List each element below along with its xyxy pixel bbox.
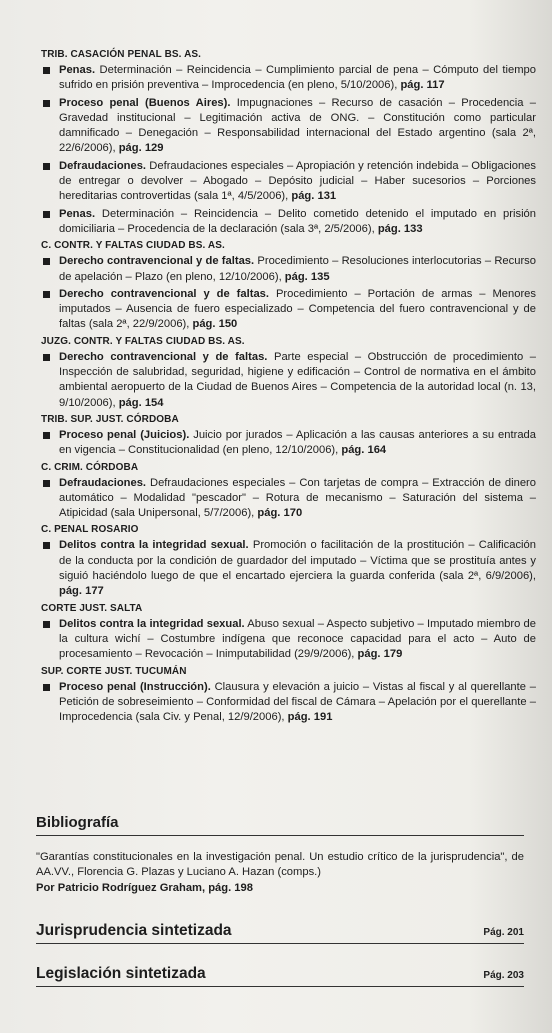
page-ref: pág. 133 (377, 222, 423, 235)
court-heading: C. PENAL ROSARIO (41, 524, 139, 536)
square-bullet-icon (43, 542, 50, 549)
entry-summary: Parte especial – Obstrucción de procedimiento – Inspección de salubridad, seguridad, higiene y edificación – Control de normativa en el ámbito ambiental aeropuerto de la Ciudad de Buenos Aires – Competencia de la autoridad local (n. 13, 9/10/2006), (59, 350, 536, 409)
legislacion-title: Legislación sintetizada (36, 965, 206, 982)
court-heading: CORTE JUST. SALTA (41, 602, 143, 614)
court-heading: TRIB. SUP. JUST. CÓRDOBA (41, 413, 179, 425)
court-heading: TRIB. CASACIÓN PENAL BS. AS. (41, 49, 202, 60)
court-heading: C. CONTR. Y FALTAS CIUDAD BS. AS. (41, 240, 225, 252)
square-bullet-icon (43, 480, 50, 487)
bibliografia-author (36, 881, 524, 896)
entry-topic: Derecho contravencional y de faltas. (59, 287, 270, 300)
square-bullet-icon (43, 621, 50, 628)
index-entry (32, 287, 536, 333)
page-ref: pág. 170 (257, 507, 303, 520)
page-ref: pág. 179 (357, 648, 403, 661)
page-ref: pág. 164 (341, 444, 387, 457)
square-bullet-icon (43, 291, 50, 298)
entry-summary: Determinación – Reincidencia – Cumplimiento parcial de pena – Cómputo del tiempo sufrido en prisión preventiva – Improcedencia (en pleno, 5/10/2006), (59, 64, 536, 92)
index-entry (32, 428, 536, 459)
entry-topic: Derecho contravencional y de faltas. (59, 350, 268, 363)
entry-summary: Abuso sexual – Aspecto subjetivo – Imputado miembro de la cultura wichí – Costumbre indígena que reconoce capacidad para el acto – Auto de procesamiento – Revocación – Inimputabilidad (29/9/2006), (59, 617, 536, 661)
index-entry (32, 63, 536, 94)
square-bullet-icon (43, 258, 50, 265)
legislacion-section (36, 965, 524, 987)
square-bullet-icon (43, 684, 50, 691)
page-ref: pág. 117 (400, 79, 445, 92)
square-bullet-icon (43, 354, 50, 361)
square-bullet-icon (43, 211, 50, 218)
bibliografia-title: Bibliografía (36, 814, 119, 831)
page-ref: pág. 198 (208, 882, 253, 894)
index-entry (32, 538, 536, 599)
entry-topic: Proceso penal (Instrucción). (59, 680, 211, 693)
entry-topic: Derecho contravencional y de faltas. (59, 255, 255, 268)
square-bullet-icon (43, 163, 50, 170)
index-entry (32, 680, 536, 726)
entry-summary: Promoción o facilitación de la prostitución – Calificación de la conducta por la condición de guardador del imputado – Víctima que se prostituía antes y siguió haciéndolo luego de que el encartado ejerciera la guarda conferida (sala 2ª, 6/9/2006), (59, 539, 536, 583)
entry-summary: Procedimiento – Resoluciones interlocutorias – Recurso de apelación – Plazo (en pleno, 12/10/2006), (59, 255, 536, 283)
index-entry (32, 159, 536, 205)
index-entry (32, 617, 536, 663)
entry-summary: Impugnaciones – Recurso de casación – Procedencia – Gravedad institucional – Legitimación activa de ONG. – Constitución como particular damnificado – Denegación – Responsabilidad internacional del Estado argentino (sala 2ª, 22/6/2006), (59, 96, 537, 155)
entry-summary: Determinación – Reincidencia – Delito cometido detenido el imputado en prisión domiciliaria – Procedencia de la declaración (sala 3ª, 2/5/2006), (59, 207, 536, 235)
court-heading: C. CRIM. CÓRDOBA (41, 461, 139, 473)
entry-summary: Juicio por jurados – Aplicación a las causas anteriores a su entrada en vigencia – Constitucionalidad (en pleno, 12/10/2006), (59, 428, 537, 457)
page-ref: pág. 150 (192, 318, 238, 331)
entry-topic: Delitos contra la integridad sexual. (59, 539, 249, 552)
section-divider (36, 943, 524, 944)
page-ref: pág. 154 (118, 396, 164, 409)
page-ref: pág. 177 (59, 585, 104, 598)
page-ref: pág. 135 (284, 270, 330, 283)
jurisprudencia-title: Jurisprudencia sintetizada (36, 922, 232, 939)
entry-summary: Defraudaciones especiales – Apropiación y retención indebida – Obligaciones de entregar o devolver – Abogado – Depósito judicial – Haber sucesorios – Porciones hereditarias controvertidas (sala 1ª, 4/5/2006), (59, 159, 536, 203)
bibliografia-section (36, 814, 524, 836)
jurisprudencia-page: Pág. 201 (483, 927, 524, 938)
entry-topic: Defraudaciones. (59, 476, 147, 489)
index-entry (32, 350, 536, 411)
page-ref: pág. 129 (118, 142, 164, 155)
square-bullet-icon (43, 432, 50, 439)
entry-topic: Proceso penal (Buenos Aires). (59, 96, 231, 109)
entry-topic: Penas. (59, 207, 96, 220)
square-bullet-icon (43, 100, 50, 107)
author-name: Por Patricio Rodríguez Graham, (36, 882, 209, 894)
section-divider (36, 986, 524, 987)
entry-topic: Defraudaciones. (59, 159, 147, 172)
square-bullet-icon (43, 67, 50, 74)
entry-summary: Clausura y elevación a juicio – Vistas al fiscal y al querellante – Petición de sobreseimiento – Conformidad del fiscal de Cámara – Apelación por el querellante – Improcedencia (sala Civ. y Penal, 12/9/2006), (59, 680, 536, 724)
entry-summary: Defraudaciones especiales – Con tarjetas de compra – Extracción de dinero automático – Modalidad "pescador" – Rotura de mecanismo – Saturación del sistema – Atipicidad (sala Unipersonal, 5/7/2006), (59, 476, 536, 520)
page-ref: pág. 191 (287, 711, 333, 724)
index-entry (32, 96, 536, 157)
index-entry (32, 254, 536, 285)
entry-topic: Proceso penal (Juicios). (59, 428, 190, 441)
page-ref: pág. 131 (291, 190, 337, 203)
section-divider (36, 835, 524, 836)
court-heading: JUZG. CONTR. Y FALTAS CIUDAD BS. AS. (41, 335, 245, 347)
jurisprudence-index (32, 48, 536, 727)
entry-topic: Penas. (59, 64, 96, 76)
index-entry (32, 207, 536, 238)
legislacion-page: Pág. 203 (483, 970, 524, 981)
entry-topic: Delitos contra la integridad sexual. (59, 617, 245, 630)
court-heading: SUP. CORTE JUST. TUCUMÁN (41, 665, 187, 677)
jurisprudencia-section (36, 922, 524, 944)
bibliografia-text: "Garantías constitucionales en la investigación penal. Un estudio crítico de la jurisprudencia", de AA.VV., Florencia G. Plazas y Luciano A. Hazan (comps.) (36, 851, 524, 878)
index-entry (32, 476, 536, 522)
entry-summary: Procedimiento – Portación de armas – Menores imputados – Ausencia de fuero especializado – Competencia del fuero contravencional y de faltas (sala 2ª, 22/9/2006), (59, 287, 537, 331)
